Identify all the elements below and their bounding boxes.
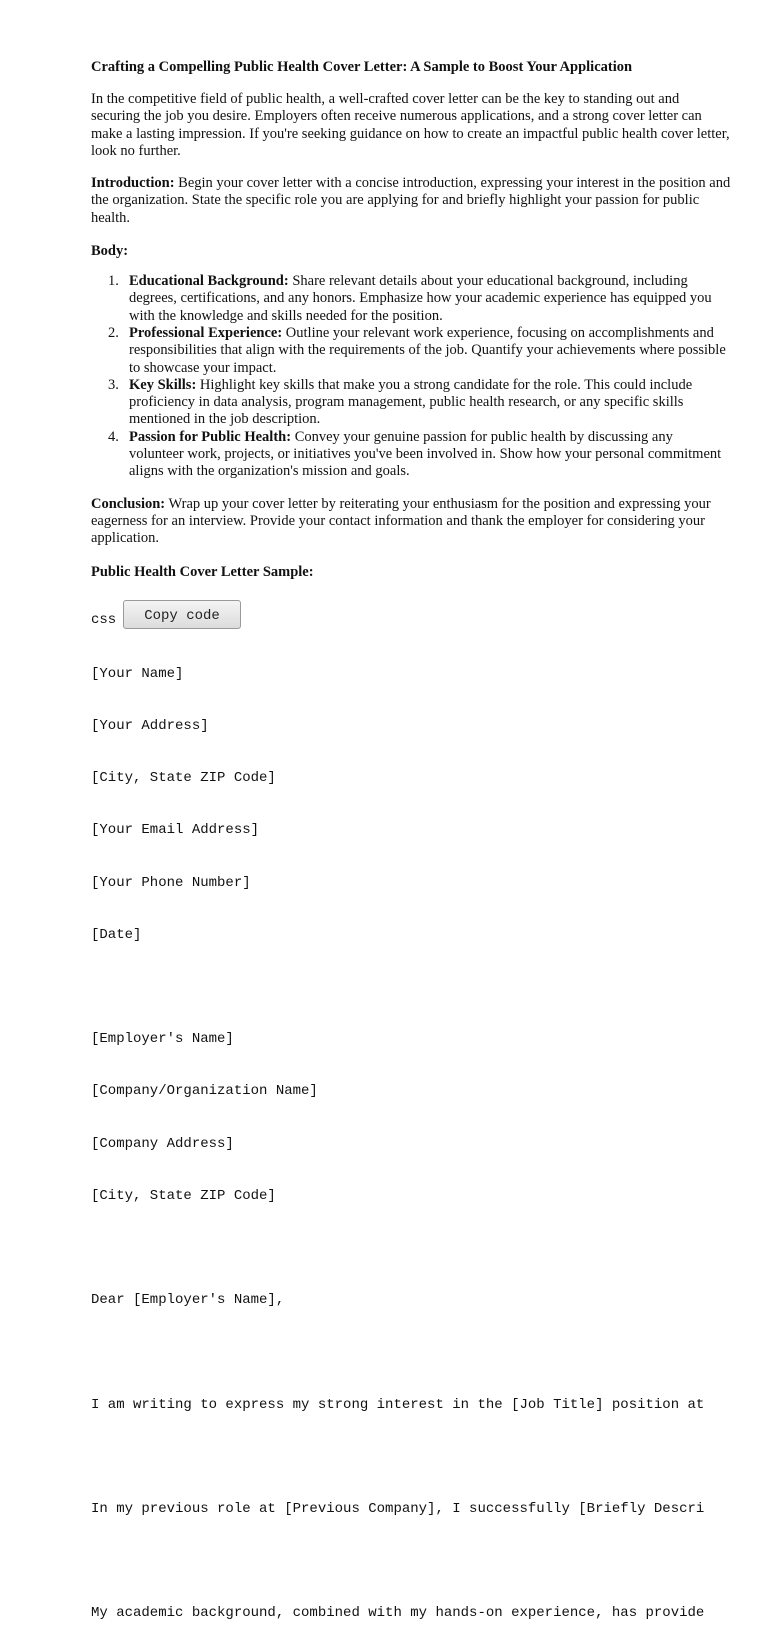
code-line: [Date] [91, 926, 142, 943]
list-item [91, 273, 731, 325]
list-item [91, 429, 731, 481]
list-item-text: Share relevant details about your educational background, including degrees, certifications, and any honors. Emphasize how your academic experience has equipped you with the knowledge and skills needed for the position. [129, 273, 712, 324]
list-item-label: Key Skills: [129, 376, 197, 393]
code-line: [Your Address] [91, 718, 209, 735]
body-list [91, 273, 731, 481]
list-item-label: Professional Experience: [129, 324, 283, 341]
list-item-number: 3. [108, 376, 119, 393]
introduction-paragraph [91, 175, 731, 227]
list-item-text: Outline your relevant work experience, focusing on accomplishments and responsibilities that align with the requirements of the job. Quantify your achievements where possible to showcase your impact. [129, 324, 726, 376]
code-line: [City, State ZIP Code] [91, 1187, 276, 1204]
list-item-text: Convey your genuine passion for public health by discussing any volunteer work, projects, or initiatives you've been involved in. Show how your personal commitment aligns with the organization's mission and goals. [129, 428, 722, 480]
code-line: [Your Phone Number] [91, 874, 251, 891]
code-line: [Your Name] [91, 665, 184, 682]
body-heading: Body: [91, 243, 129, 260]
sample-heading: Public Health Cover Letter Sample: [91, 563, 314, 580]
list-item-text: Highlight key skills that make you a strong candidate for the role. This could include proficiency in data analysis, program management, public health research, or any specific skills mentioned in the job description. [129, 376, 693, 428]
code-line: [City, State ZIP Code] [91, 770, 276, 787]
document [91, 58, 731, 593]
code-line: I am writing to express my strong interest in the [Job Title] position at [91, 1396, 705, 1413]
code-line: Dear [Employer's Name], [91, 1292, 285, 1309]
intro-paragraph: In the competitive field of public health, a well-crafted cover letter can be the key to standing out and securing the job you desire. Employers often receive numerous applications, and a strong cover letter can make a lasting impression. If you're seeking guidance on how to create an impactful public health cover letter, look no further. [91, 91, 730, 159]
code-line: [Company/Organization Name] [91, 1083, 318, 1100]
list-item-label: Passion for Public Health: [129, 428, 292, 445]
document-title: Crafting a Compelling Public Health Cover Letter: A Sample to Boost Your Application [91, 59, 633, 75]
list-item-number: 4. [108, 428, 119, 445]
conclusion-text: Wrap up your cover letter by reiterating your enthusiasm for the position and expressing your eagerness for an interview. Provide your contact information and thank the employer for considering your application. [91, 495, 711, 547]
code-line: [Company Address] [91, 1135, 234, 1152]
list-item-label: Educational Background: [129, 273, 289, 290]
conclusion-label: Conclusion: [91, 495, 166, 512]
code-language-label: css [91, 612, 117, 628]
list-item [91, 325, 731, 377]
list-item [91, 377, 731, 429]
code-line: In my previous role at [Previous Company], I successfully [Briefly Descri [91, 1501, 705, 1518]
list-item-number: 2. [108, 324, 119, 341]
code-block [91, 631, 768, 1640]
code-line: [Your Email Address] [91, 822, 260, 839]
code-line: My academic background, combined with my hands-on experience, has provide [91, 1605, 705, 1622]
introduction-label: Introduction: [91, 175, 175, 192]
code-line: [Employer's Name] [91, 1031, 234, 1048]
conclusion-paragraph [91, 496, 731, 548]
introduction-text: Begin your cover letter with a concise introduction, expressing your interest in the position and the organization. State the specific role you are applying for and briefly highlight your passion for public health. [91, 175, 731, 226]
list-item-number: 1. [108, 273, 119, 290]
copy-code-button[interactable]: Copy code [123, 600, 241, 629]
